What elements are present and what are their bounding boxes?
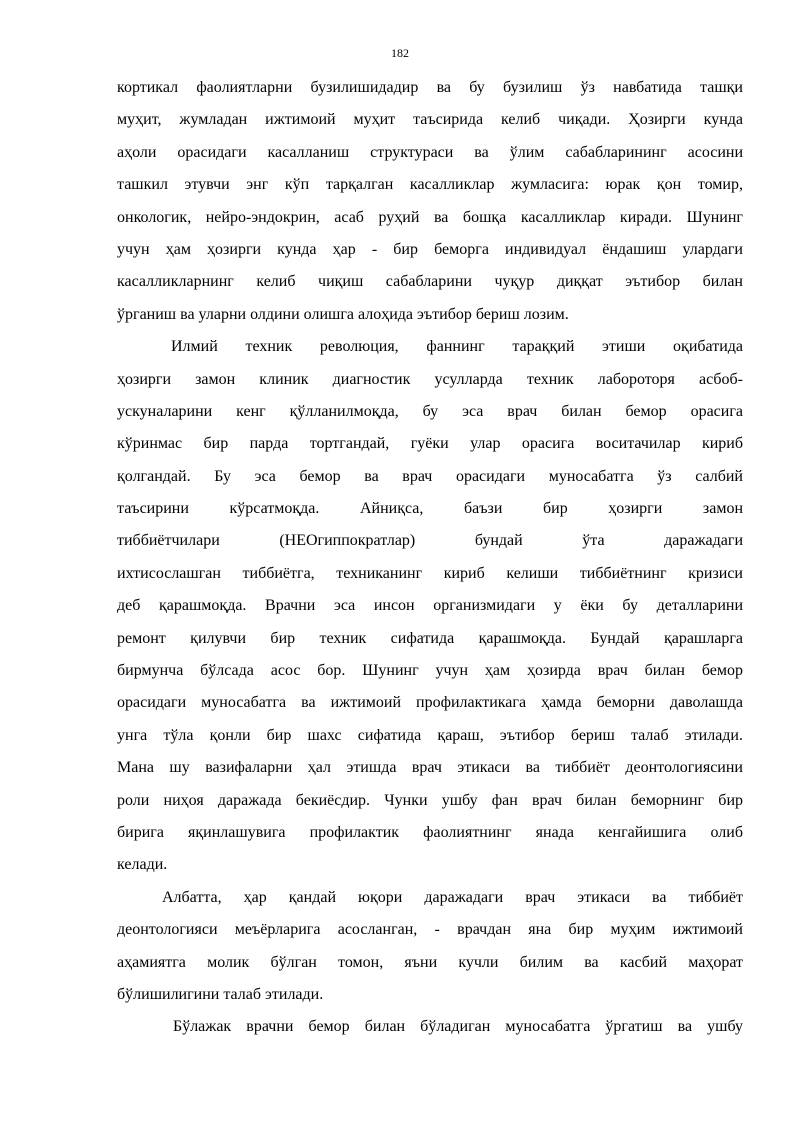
text-line: унга тўла қонли бир шахс сифатида қараш, эътибор бериш талаб этилади. <box>117 726 743 744</box>
text-line: орасидаги муносабатга ва ижтимоий профилактикага ҳамда беморни даволашда <box>117 694 743 712</box>
text-line: ҳозирги замон клиник диагностик усулларда техник лабороторя асбоб- <box>117 370 743 388</box>
text-line: бирига яқинлашувига профилактик фаолиятнинг янада кенгайишига олиб <box>117 823 743 841</box>
text-line: келади. <box>117 856 168 874</box>
text-line: касалликларнинг келиб чиқиш сабабларини чуқур диққат эътибор билан <box>117 273 743 291</box>
text-line: ихтисослашган тиббиётга, техниканинг кириб келиши тиббиётнинг кризиси <box>117 564 743 582</box>
text-line: учун ҳам ҳозирги кунда ҳар - бир беморга индивидуал ёндашиш улардаги <box>117 240 743 258</box>
text-line: Илмий техник революция, фаннинг тараққий этиши оқибатида <box>171 338 743 356</box>
text-line: бирмунча бўлсада асос бор. Шунинг учун ҳам ҳозирда врач билан бемор <box>117 662 743 680</box>
page-number: 182 <box>391 46 409 60</box>
text-line: роли ниҳоя даражада бекиёсдир. Чунки ушбу фан врач билан беморнинг бир <box>117 791 743 809</box>
text-line: ўрганиш ва уларни олдини олишга алоҳида эътибор бериш лозим. <box>117 305 569 323</box>
text-line: онкологик, нейро-эндокрин, асаб руҳий ва бошқа касалликлар киради. Шунинг <box>117 208 743 226</box>
text-line: қолгандай. Бу эса бемор ва врач орасидаги муносабатга ўз салбий <box>117 467 743 485</box>
text-line: деонтологияси меъёрларига асосланган, - врачдан яна бир муҳим ижтимоий <box>117 921 743 939</box>
text-line: бўлишилигини талаб этилади. <box>117 985 324 1003</box>
text-line: ремонт қилувчи бир техник сифатида қарашмоқда. Бундай қарашларга <box>117 629 743 647</box>
text-line: тиббиётчилари (НЕОгиппократлар) бундай ўта даражадаги <box>117 532 743 550</box>
document-body <box>117 72 743 1044</box>
text-line: таъсирини кўрсатмоқда. Айниқса, баъзи бир ҳозирги замон <box>117 500 743 518</box>
text-line: муҳит, жумладан ижтимоий муҳит таъсирида келиб чиқади. Ҳозирги кунда <box>117 111 743 129</box>
paragraph-4 <box>117 1011 743 1043</box>
text-line: кортикал фаолиятларни бузилишидадир ва бу бузилиш ўз навбатида ташқи <box>117 79 743 96</box>
text-line: деб қарашмоқда. Врачни эса инсон организмидаги у ёки бу деталларини <box>117 597 743 615</box>
text-line: Албатта, ҳар қандай юқори даражадаги врач этикаси ва тиббиёт <box>162 888 743 906</box>
text-line: Мана шу вазифаларни ҳал этишда врач этикаси ва тиббиёт деонтологиясини <box>117 759 743 777</box>
text-line: аҳамиятга молик бўлган томон, яъни кучли билим ва касбий маҳорат <box>117 953 743 971</box>
text-line: аҳоли орасидаги касалланиш структураси ва ўлим сабабларининг асосини <box>117 143 743 161</box>
paragraph-2 <box>117 331 743 882</box>
text-line: кўринмас бир парда тортгандай, гуёки улар орасига воситачилар кириб <box>117 435 743 453</box>
paragraph-1 <box>117 72 743 331</box>
text-line: ускуналарини кенг қўлланилмоқда, бу эса врач билан бемор орасига <box>117 402 743 420</box>
paragraph-3 <box>117 882 743 1012</box>
text-line: ташкил этувчи энг кўп тарқалган касалликлар жумласига: юрак қон томир, <box>117 176 743 194</box>
text-line: Бўлажак врачни бемор билан бўладиган муносабатга ўргатиш ва ушбу <box>173 1018 743 1036</box>
